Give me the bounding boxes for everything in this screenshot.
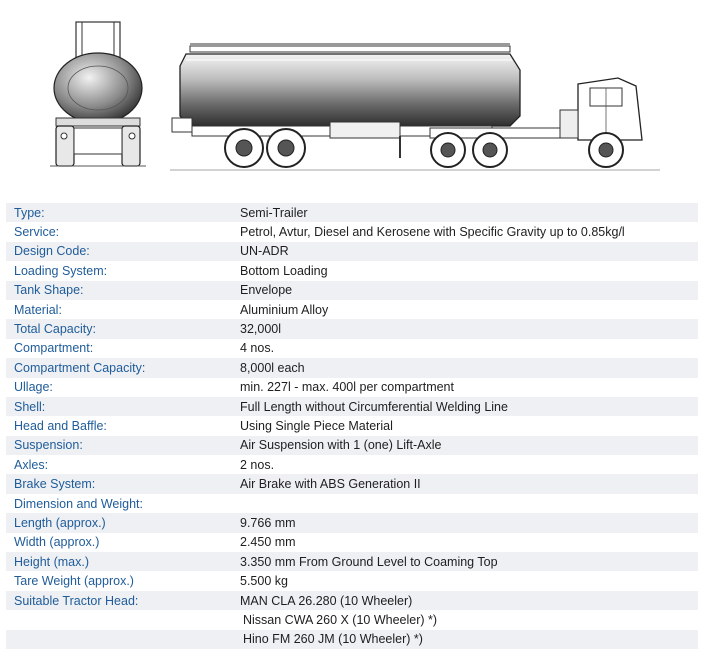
spec-row-brake-system bbox=[6, 474, 698, 493]
spec-label: Brake System: bbox=[14, 477, 96, 492]
spec-row-axles bbox=[6, 455, 698, 474]
spec-row-suitable-tractor-head bbox=[6, 591, 698, 610]
spec-value: Nissan CWA 260 X (10 Wheeler) *) bbox=[243, 612, 438, 627]
spec-value: 3.350 mm From Ground Level to Coaming Top bbox=[240, 554, 498, 569]
spec-label: Suspension: bbox=[14, 438, 83, 453]
spec-label: Tank Shape: bbox=[14, 283, 84, 298]
spec-label: Ullage: bbox=[14, 380, 53, 395]
spec-label: Design Code: bbox=[14, 244, 90, 259]
spec-row-tractor-head-alt-1 bbox=[6, 610, 698, 629]
tanker-drawing bbox=[0, 0, 704, 200]
spec-label: Type: bbox=[14, 205, 45, 220]
tanker-rear-view-icon bbox=[50, 22, 146, 166]
spec-row-design-code bbox=[6, 242, 698, 261]
spec-row-tank-shape bbox=[6, 281, 698, 300]
spec-label: Total Capacity: bbox=[14, 322, 96, 337]
spec-label: Dimension and Weight: bbox=[14, 496, 144, 511]
spec-label: Head and Baffle: bbox=[14, 418, 107, 433]
spec-row-dimension-and-weight bbox=[6, 494, 698, 513]
spec-value: Petrol, Avtur, Diesel and Kerosene with Specific Gravity up to 0.85kg/l bbox=[240, 225, 625, 240]
spec-label: Compartment: bbox=[14, 341, 94, 356]
spec-value: Full Length without Circumferential Welding Line bbox=[240, 399, 508, 414]
spec-value: MAN CLA 26.280 (10 Wheeler) bbox=[240, 593, 413, 608]
spec-row-compartment-capacity bbox=[6, 358, 698, 377]
spec-value: 8,000l each bbox=[240, 360, 305, 375]
spec-value: Bottom Loading bbox=[240, 263, 328, 278]
spec-value: Air Brake with ABS Generation II bbox=[240, 477, 421, 492]
spec-row-loading-system bbox=[6, 261, 698, 280]
spec-value: Semi-Trailer bbox=[240, 205, 308, 220]
spec-row-head-and-baffle bbox=[6, 416, 698, 435]
spec-label: Suitable Tractor Head: bbox=[14, 593, 139, 608]
specification-table bbox=[6, 203, 698, 649]
spec-row-service bbox=[6, 222, 698, 241]
spec-row-ullage bbox=[6, 378, 698, 397]
spec-label: Service: bbox=[14, 225, 60, 240]
spec-row-length bbox=[6, 513, 698, 532]
spec-row-height bbox=[6, 552, 698, 571]
spec-row-total-capacity bbox=[6, 319, 698, 338]
spec-label: Shell: bbox=[14, 399, 46, 414]
spec-row-width bbox=[6, 533, 698, 552]
spec-row-type bbox=[6, 203, 698, 222]
spec-label: Tare Weight (approx.) bbox=[14, 574, 134, 589]
spec-value: 2 nos. bbox=[240, 457, 275, 472]
spec-row-compartment bbox=[6, 339, 698, 358]
spec-label: Height (max.) bbox=[14, 554, 90, 569]
spec-row-shell bbox=[6, 397, 698, 416]
spec-value: 4 nos. bbox=[240, 341, 275, 356]
spec-label: Compartment Capacity: bbox=[14, 360, 146, 375]
spec-value: Hino FM 260 JM (10 Wheeler) *) bbox=[243, 632, 423, 647]
spec-label: Loading System: bbox=[14, 263, 108, 278]
spec-value: 5.500 kg bbox=[240, 574, 288, 589]
spec-label: Length (approx.) bbox=[14, 515, 106, 530]
spec-value: min. 227l - max. 400l per compartment bbox=[240, 380, 454, 395]
spec-row-material bbox=[6, 300, 698, 319]
spec-value: Air Suspension with 1 (one) Lift-Axle bbox=[240, 438, 442, 453]
spec-value: Aluminium Alloy bbox=[240, 302, 329, 317]
spec-label: Axles: bbox=[14, 457, 49, 472]
spec-value: Using Single Piece Material bbox=[240, 418, 393, 433]
spec-label: Material: bbox=[14, 302, 62, 317]
spec-value: 32,000l bbox=[240, 322, 282, 337]
spec-row-tare-weight bbox=[6, 571, 698, 590]
spec-value: 9.766 mm bbox=[240, 515, 296, 530]
spec-label: Width (approx.) bbox=[14, 535, 100, 550]
tanker-side-view-icon bbox=[170, 44, 660, 170]
spec-row-tractor-head-alt-2 bbox=[6, 630, 698, 649]
spec-value: 2.450 mm bbox=[240, 535, 296, 550]
spec-value: Envelope bbox=[240, 283, 293, 298]
spec-row-suspension bbox=[6, 436, 698, 455]
spec-value: UN-ADR bbox=[240, 244, 289, 259]
